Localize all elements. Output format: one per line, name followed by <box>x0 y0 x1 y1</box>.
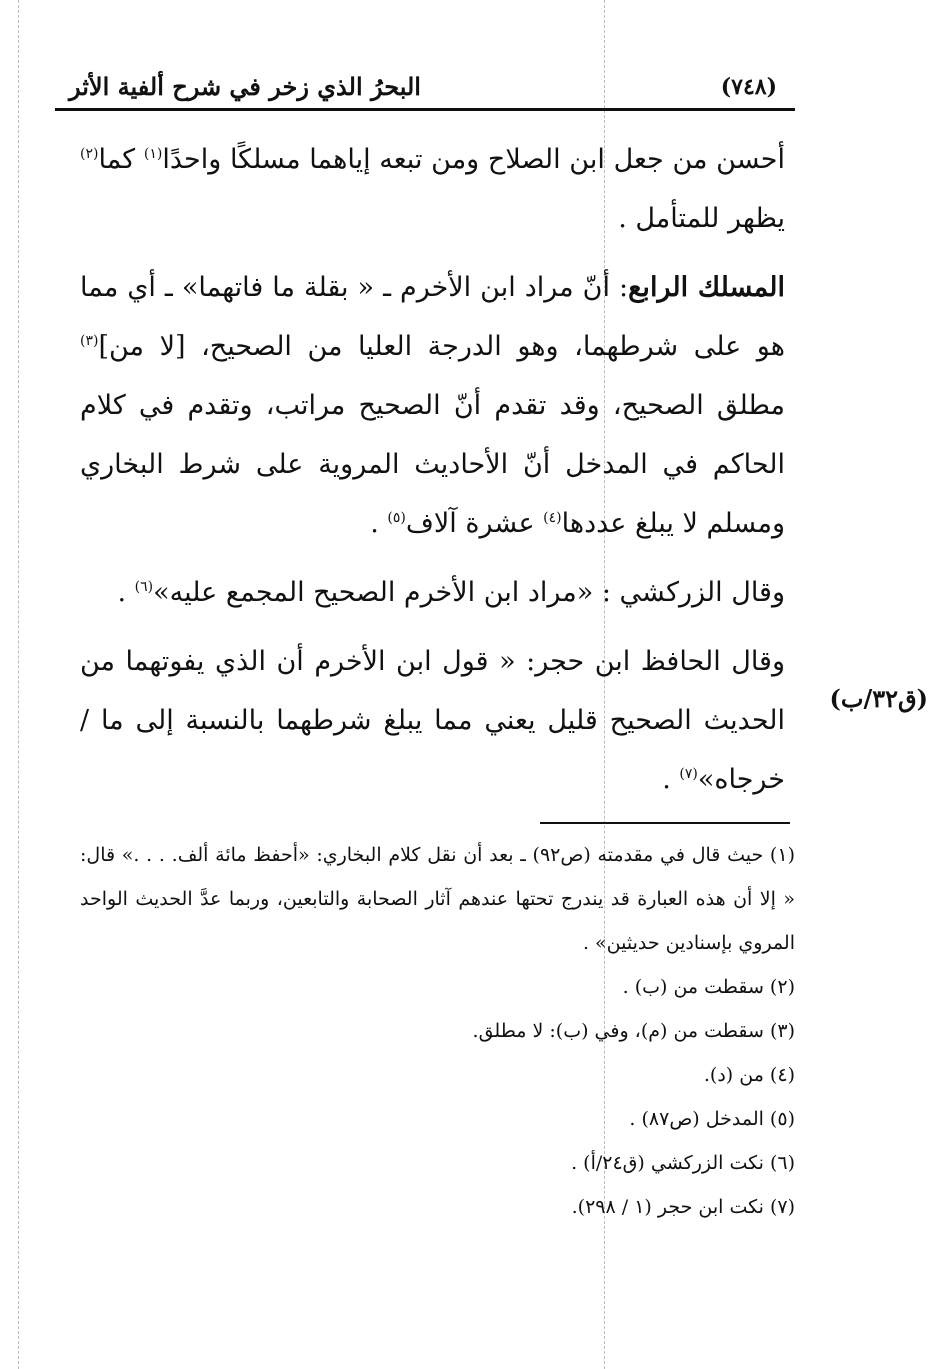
footnote: (١) حيث قال في مقدمته (ص٩٢) ـ بعد أن نقل كلام البخاري: «أحفظ مائة ألف. . . .» قال: « إلا أن هذه العبارة قد يندرج تحتها عندهم آثار الصحابة والتابعين، وربما عدَّ الحديث الواحد المروي بإسنادين حديثين» . <box>80 844 795 954</box>
paragraph-text: أحسن من جعل ابن الصلاح ومن تبعه إياهما مسلكًا واحدًا <box>162 144 785 175</box>
manuscript-folio-note: (ق٣٢/ب) <box>829 684 928 713</box>
paragraph <box>80 632 785 809</box>
footnote-ref[interactable]: (٢) <box>80 146 99 162</box>
paragraph-text: وقال الزركشي : «مراد ابن الأخرم الصحيح المجمع عليه» <box>153 577 785 608</box>
footnote-separator <box>540 822 790 824</box>
footnote-ref[interactable]: (٣) <box>80 333 99 349</box>
footnote: (٢) سقطت من (ب) . <box>622 976 795 998</box>
footnote: (٥) المدخل (ص٨٧) . <box>629 1108 795 1130</box>
paragraph <box>80 563 785 622</box>
paragraph-text: : أنّ مراد ابن الأخرم ـ « بقلة ما فاتهما» ـ أي مما هو على شرطهما، وهو الدرجة العليا من الصحيح، [لا من] <box>80 272 785 362</box>
paragraph-text: عشرة آلاف <box>405 508 544 539</box>
paragraph-text: كما <box>98 144 144 175</box>
paragraph-text: يظهر للمتأمل . <box>618 203 785 234</box>
footnote: (٣) سقطت من (م)، وفي (ب): لا مطلق. <box>472 1020 795 1042</box>
paragraph-text: وقال الحافظ ابن حجر: « قول ابن الأخرم أن الذي يفوتهما من الحديث الصحيح قليل يعني مما يبلغ شرطهما بالنسبة إلى ما / خرجاه» <box>80 646 785 795</box>
paragraph <box>80 130 785 248</box>
footnote-ref[interactable]: (٥) <box>387 510 406 526</box>
main-text <box>80 130 785 809</box>
footnote: (٦) نكت الزركشي (ق٢٤/أ) . <box>571 1152 795 1174</box>
page-number: (٧٤٨) <box>720 74 777 100</box>
footnote: (٤) من (د). <box>703 1064 795 1086</box>
section-lead: المسلك الرابع <box>628 272 786 303</box>
footnote-ref[interactable]: (١) <box>143 146 163 162</box>
paragraph-text: . <box>117 577 135 608</box>
footnote-ref[interactable]: (٧) <box>679 766 698 782</box>
paragraph <box>80 258 785 553</box>
paragraph-text: مطلق الصحيح، وقد تقدم أنّ الصحيح مراتب، وتقدم في كلام الحاكم في المدخل أنّ الأحاديث المروية على شرط البخاري ومسلم لا يبلغ عددها <box>80 390 785 539</box>
footnote-ref[interactable]: (٤) <box>543 510 562 526</box>
header-rule <box>55 108 795 111</box>
footnote: (٧) نكت ابن حجر (١ / ٢٩٨). <box>571 1196 795 1218</box>
scan-artifact-line <box>18 0 19 1369</box>
footnote-ref[interactable]: (٦) <box>134 579 154 595</box>
page-header <box>55 70 795 106</box>
paragraph-text: . <box>370 508 388 539</box>
footnotes <box>80 833 795 1229</box>
paragraph-text: . <box>662 764 680 795</box>
running-title: البحرُ الذي زخر في شرح ألفية الأثر <box>69 72 421 101</box>
